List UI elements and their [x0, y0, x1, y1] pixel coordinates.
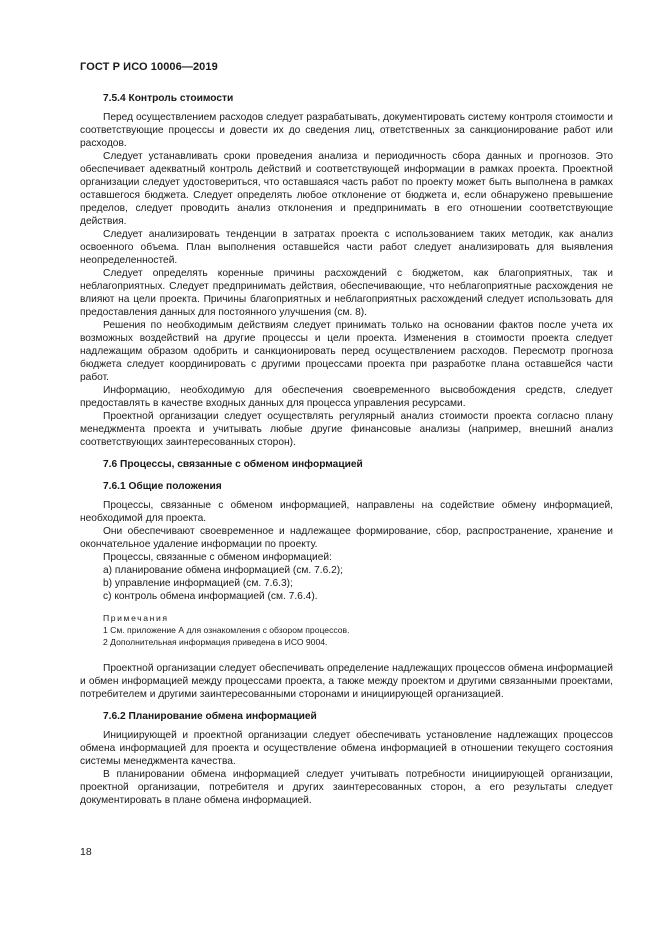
paragraph: Следует анализировать тенденции в затратах проекта с использованием таких методик, как анализ освоенного объема. План выполнения оставшейся части работ следует анализировать для выявления неопределенностей. — [80, 229, 613, 266]
paragraph: Информацию, необходимую для обеспечения своевременного высвобождения средств, следует предоставлять в качестве входных данных для процесса управления ресурсами. — [80, 385, 613, 409]
paragraph: Следует устанавливать сроки проведения анализа и периодичность сбора данных и прогнозов. Это обеспечивает адекватный контроль действий и соответствующей информации в рамках проекта. Проектной организации следует удостовериться, что оставшаяся часть работ по проекту может быть выполнена в рамках оставшегося бюджета. Следует определять любое отклонение от бюджета и, если обнаружено превышение пределов, следует проводить анализ отклонения и предпринимать в его отношении соответствующие действия. — [80, 151, 613, 227]
section-heading-7-6: 7.6 Процессы, связанные с обменом информацией — [103, 459, 363, 470]
document-code-header: ГОСТ Р ИСО 10006—2019 — [80, 61, 218, 73]
paragraph: Процессы, связанные с обменом информацией, направлены на содействие обмену информацией, необходимой для проекта. — [80, 500, 613, 524]
paragraph: Перед осуществлением расходов следует разрабатывать, документировать систему контроля стоимости и соответствующие процессы и довести их до сведения лиц, ответственных за санкционирование работ или расходов. — [80, 112, 613, 149]
list-item: a) планирование обмена информацией (см. 7.6.2); — [103, 565, 343, 576]
list-item: b) управление информацией (см. 7.6.3); — [103, 578, 293, 589]
section-heading-7-6-1: 7.6.1 Общие положения — [103, 481, 222, 492]
paragraph: В планировании обмена информацией следует учитывать потребности инициирующей организации, проектной организации, потребителя и других заинтересованных сторон, а его результаты следует документировать в плане обмена информацией. — [80, 769, 613, 806]
page-number: 18 — [80, 846, 92, 858]
list-item: c) контроль обмена информацией (см. 7.6.4). — [103, 591, 318, 602]
paragraph: Проектной организации следует обеспечивать определение надлежащих процессов обмена информацией и обмен информацией между процессами проекта, а также между проектом и другими связанными проектами, потребителем и другими заинтересованными сторонами и инициирующей организацией. — [80, 663, 613, 700]
note-item: 1 См. приложение А для ознакомления с обзором процессов. — [103, 625, 350, 635]
notes-title: Примечания — [103, 613, 169, 623]
paragraph: Следует определять коренные причины расхождений с бюджетом, как благоприятных, так и неблагоприятных. Следует предпринимать действия, обеспечивающие, что неблагоприятные расхождения не влияют на цели проекта. Причины благоприятных и неблагоприятных расхождений следует использовать для предоставления данных для постоянного улучшения (см. 8). — [80, 268, 613, 318]
paragraph: Они обеспечивают своевременное и надлежащее формирование, сбор, распространение, хранение и окончательное удаление информации по проекту. — [80, 526, 613, 550]
section-heading-7-6-2: 7.6.2 Планирование обмена информацией — [103, 711, 317, 722]
note-item: 2 Дополнительная информация приведена в ИСО 9004. — [103, 637, 328, 647]
paragraph: Проектной организации следует осуществлять регулярный анализ стоимости проекта согласно плану менеджмента проекта и учитывать любые другие финансовые анализы (например, внешний анализ соответствующих заинтересованных сторон). — [80, 411, 613, 448]
paragraph: Решения по необходимым действиям следует принимать только на основании фактов после учета их возможных воздействий на другие процессы и цели проекта. Изменения в стоимости проекта следует надлежащим образом одобрить и санкционировать перед осуществлением расходов. Пересмотр прогноза бюджета следует координировать с другими процессами проекта при разработке плана оставшейся части работ. — [80, 320, 613, 383]
paragraph: Процессы, связанные с обменом информацией: — [103, 552, 332, 563]
paragraph: Инициирующей и проектной организации следует обеспечивать установление надлежащих процессов обмена информацией для проекта и осуществление обмена информацией в отношении текущего состояния системы менеджмента качества. — [80, 730, 613, 767]
page-content — [80, 92, 613, 807]
section-heading-7-5-4: 7.5.4 Контроль стоимости — [103, 93, 234, 104]
